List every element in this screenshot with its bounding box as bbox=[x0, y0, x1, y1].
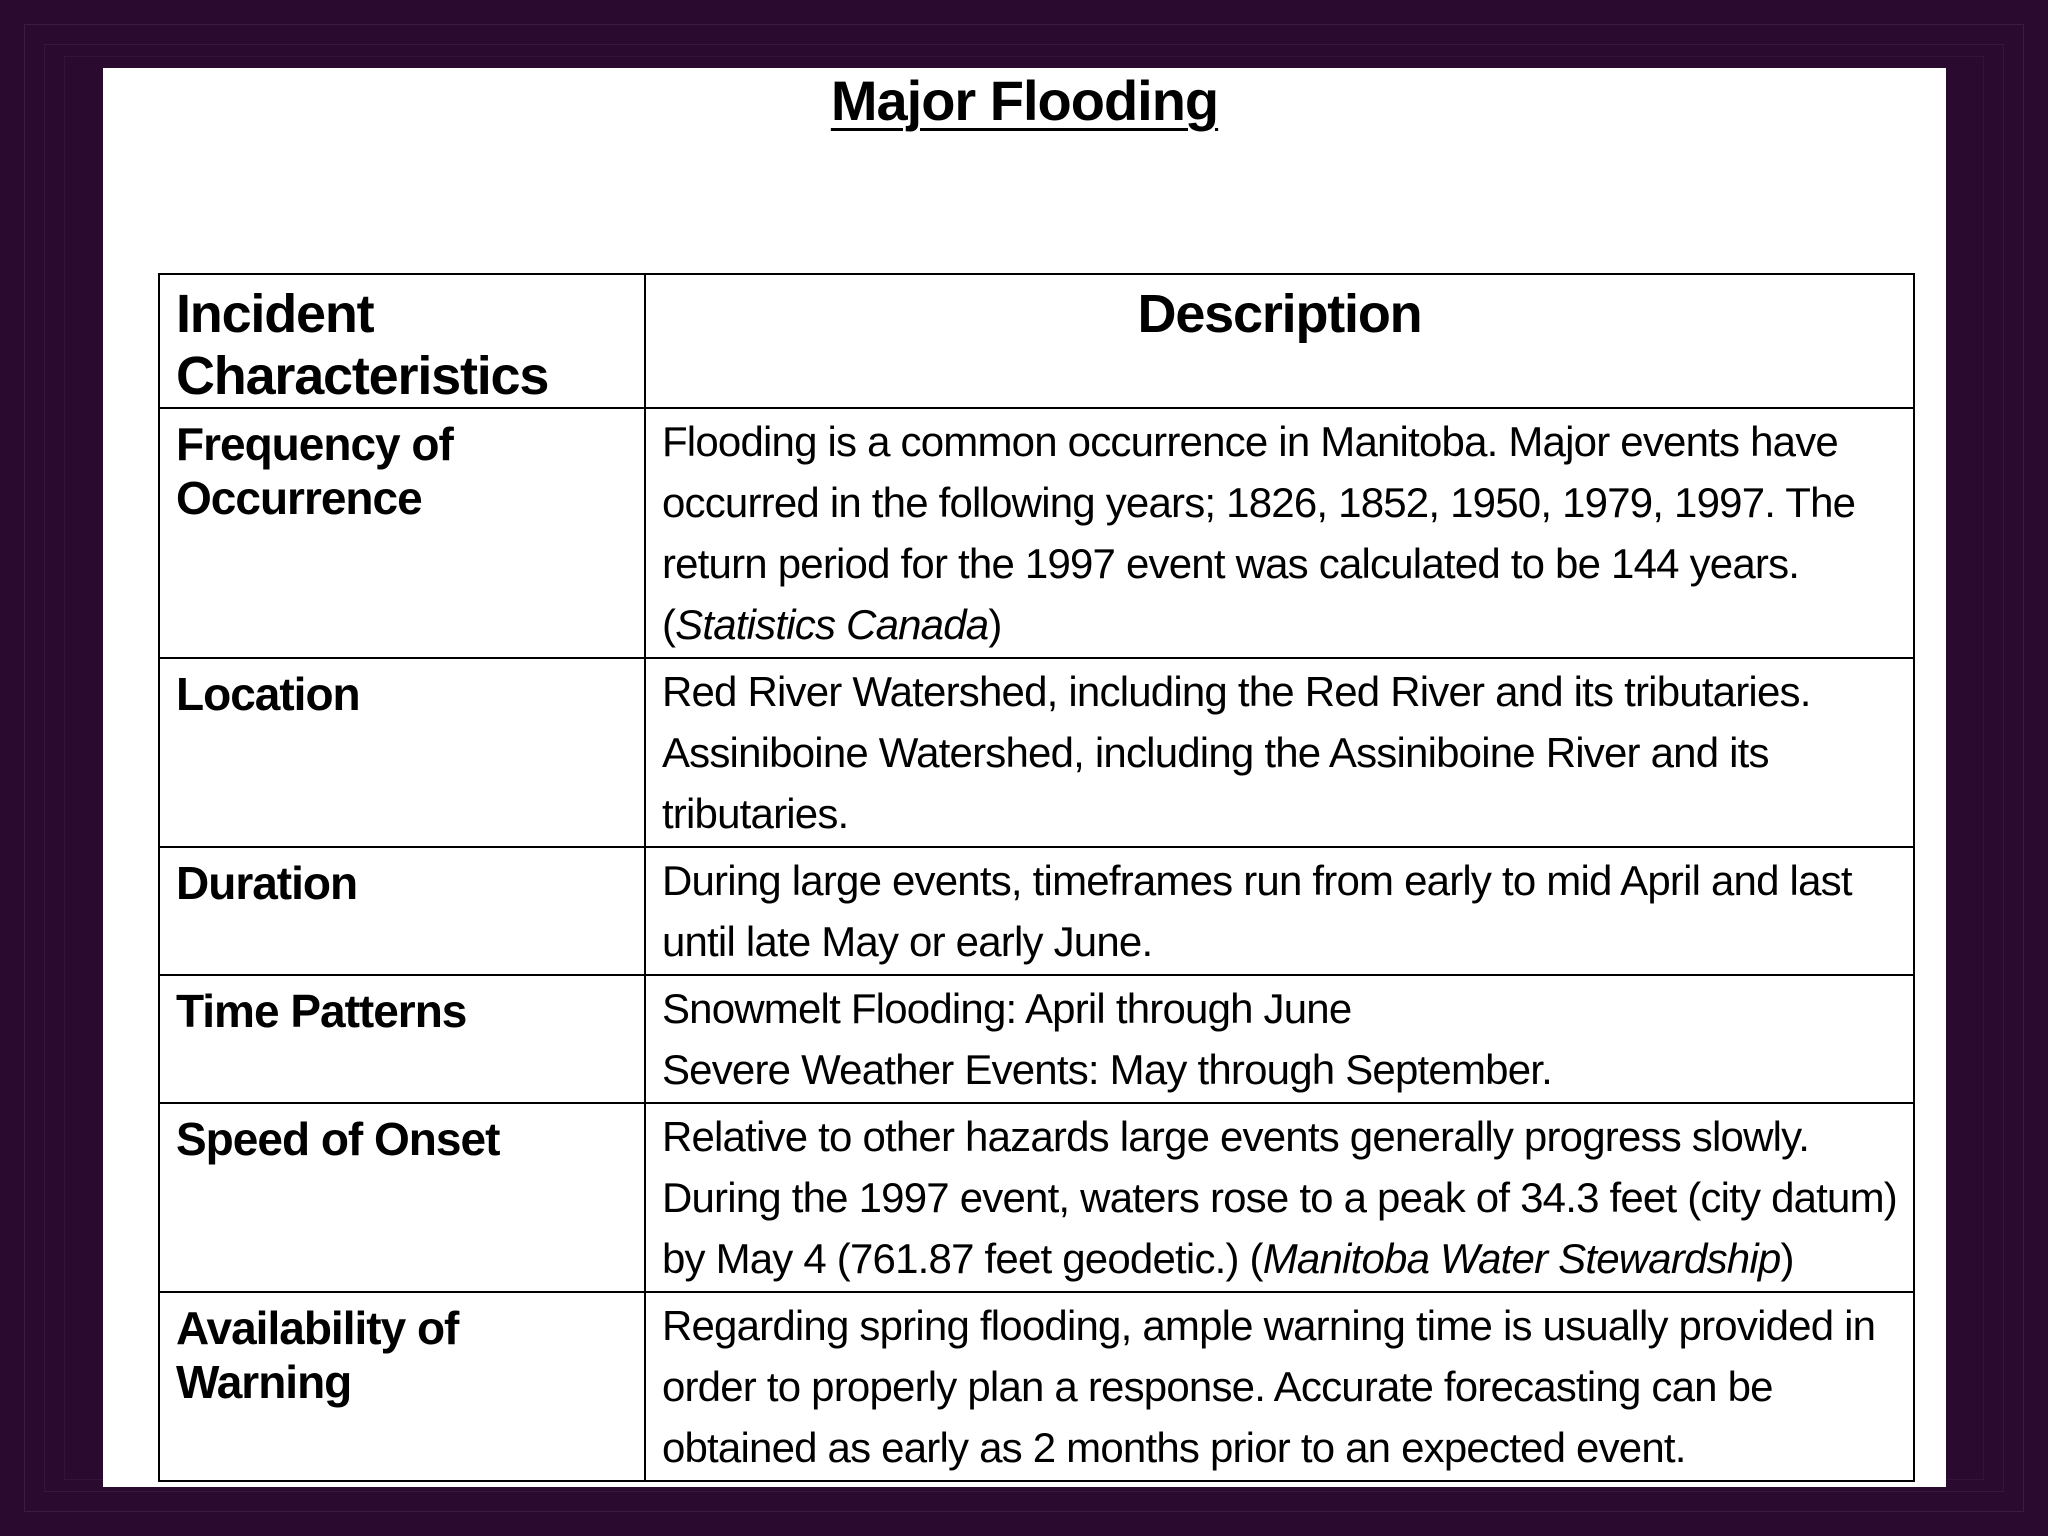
description-line: Snowmelt Flooding: April through June bbox=[661, 985, 1352, 1032]
row-label: Time Patterns bbox=[159, 975, 645, 1103]
row-description bbox=[645, 1292, 1914, 1481]
description-line: During large events, timeframes run from early to mid April and last bbox=[661, 857, 1852, 904]
slide bbox=[103, 68, 1946, 1487]
row-label: Availability of Warning bbox=[159, 1292, 645, 1481]
description-line: return period for the 1997 event was calculated to be 144 years. bbox=[661, 540, 1800, 587]
table-header-row bbox=[159, 274, 1914, 408]
row-description bbox=[645, 408, 1914, 658]
table-row bbox=[159, 975, 1914, 1103]
row-description bbox=[645, 847, 1914, 975]
description-line: obtained as early as 2 months prior to an expected event. bbox=[661, 1424, 1686, 1471]
row-label: Duration bbox=[159, 847, 645, 975]
source-close-paren: ) bbox=[1780, 1235, 1794, 1282]
description-line bbox=[662, 594, 1897, 655]
table-row bbox=[159, 658, 1914, 847]
description-line: Red River Watershed, including the Red River and its tributaries. bbox=[661, 668, 1811, 715]
row-description bbox=[645, 1103, 1914, 1292]
description-line: tributaries. bbox=[661, 790, 849, 837]
table-row bbox=[159, 408, 1914, 658]
description-line: Assiniboine Watershed, including the Assiniboine River and its bbox=[661, 729, 1769, 776]
description-line: Severe Weather Events: May through September. bbox=[661, 1046, 1552, 1093]
row-label: Speed of Onset bbox=[159, 1103, 645, 1292]
description-line bbox=[662, 1228, 1897, 1289]
row-label: Frequency of Occurrence bbox=[159, 408, 645, 658]
table-row bbox=[159, 1292, 1914, 1481]
source-citation: Statistics Canada bbox=[675, 601, 989, 648]
description-line: Flooding is a common occurrence in Manitoba. Major events have bbox=[661, 418, 1838, 465]
description-text: by May 4 (761.87 feet geodetic.) ( bbox=[661, 1235, 1263, 1282]
row-description bbox=[645, 658, 1914, 847]
source-citation: Manitoba Water Stewardship bbox=[1262, 1235, 1781, 1282]
description-line: until late May or early June. bbox=[661, 918, 1153, 965]
column-header-description: Description bbox=[645, 274, 1914, 408]
row-description bbox=[645, 975, 1914, 1103]
source-close-paren: ) bbox=[988, 601, 1002, 648]
slide-title bbox=[103, 68, 1946, 133]
column-header-characteristics: Incident Characteristics bbox=[159, 274, 645, 408]
incident-table bbox=[158, 273, 1915, 1482]
description-line: Regarding spring flooding, ample warning time is usually provided in bbox=[661, 1302, 1876, 1349]
table-row bbox=[159, 847, 1914, 975]
description-line: occurred in the following years; 1826, 1852, 1950, 1979, 1997. The bbox=[661, 479, 1856, 526]
slide-title-text: Major Flooding bbox=[830, 69, 1219, 132]
row-label: Location bbox=[159, 658, 645, 847]
source-open-paren: ( bbox=[661, 601, 676, 648]
description-line: During the 1997 event, waters rose to a peak of 34.3 feet (city datum) bbox=[661, 1174, 1897, 1221]
description-line: order to properly plan a response. Accurate forecasting can be bbox=[661, 1363, 1773, 1410]
table-row bbox=[159, 1103, 1914, 1292]
description-line: Relative to other hazards large events generally progress slowly. bbox=[661, 1113, 1810, 1160]
